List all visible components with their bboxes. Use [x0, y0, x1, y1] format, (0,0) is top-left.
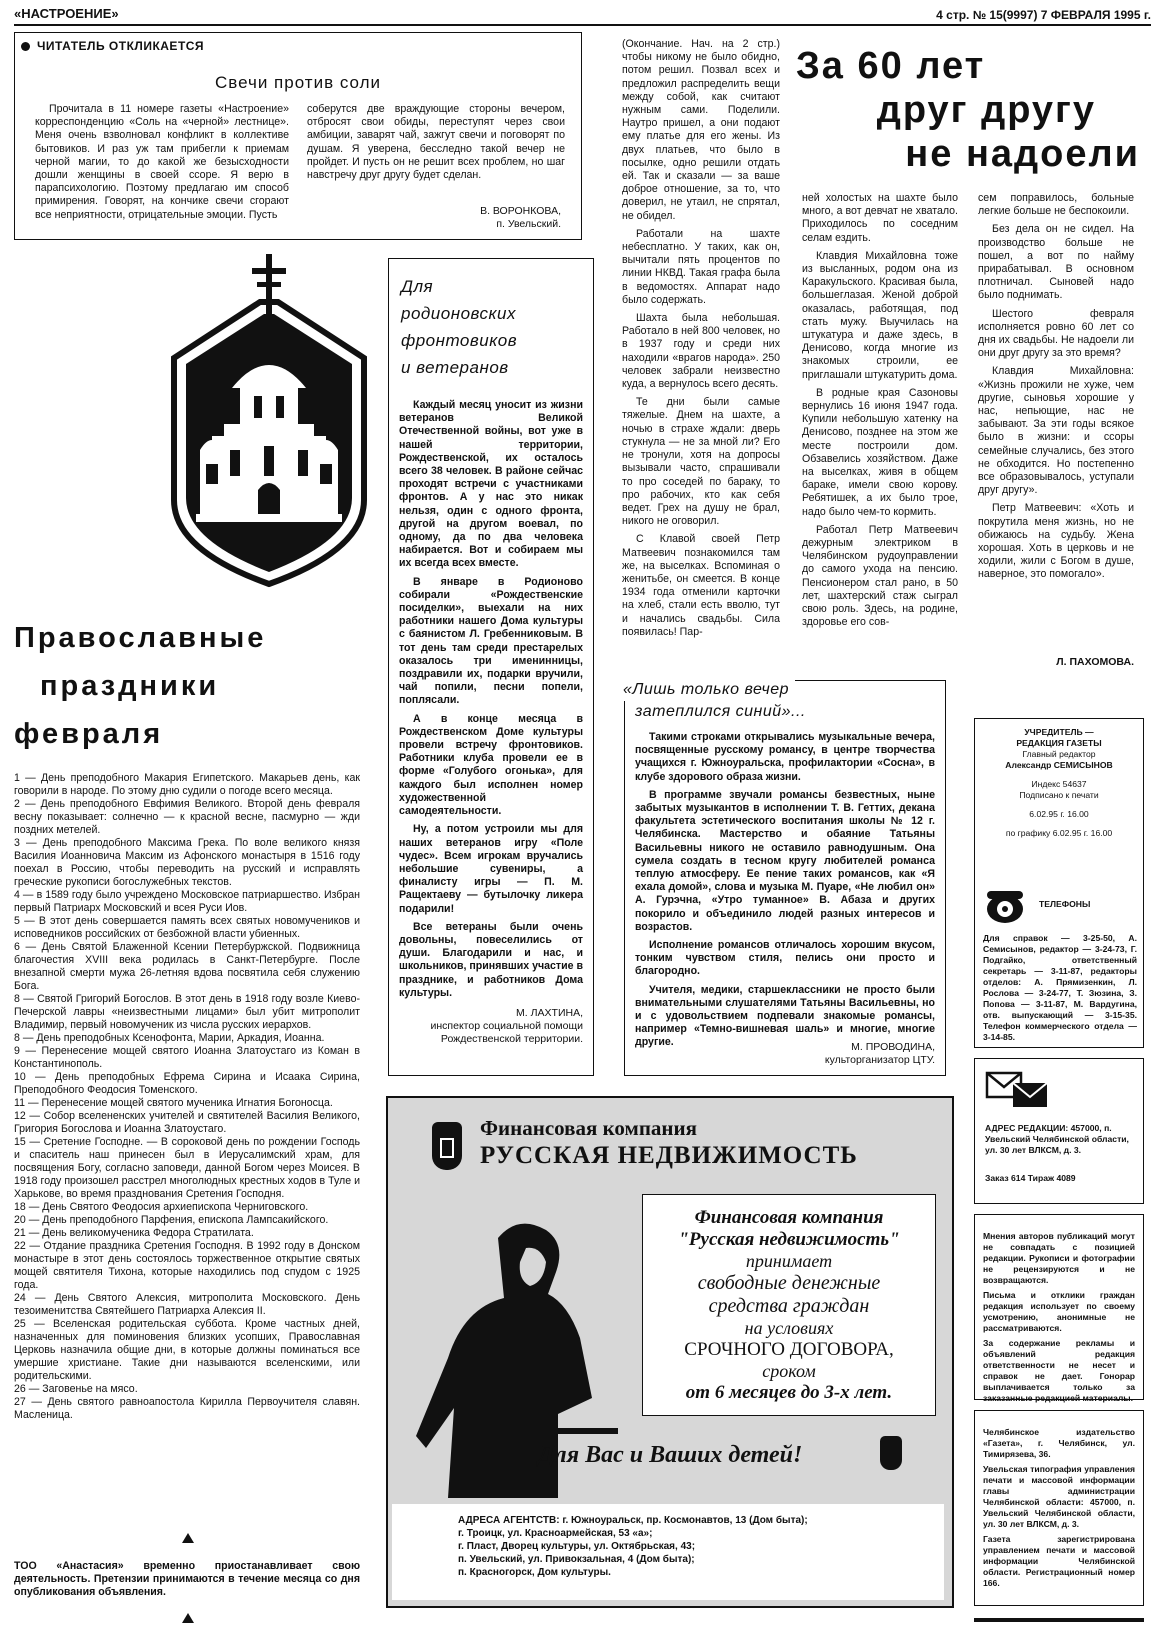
rubric-bullet-icon: [21, 42, 30, 51]
ad-offer-card: Финансовая компания "Русская недвижимость" принимает свободные денежные средства граждан на условиях СРОЧНОГО ДОГОВОРА, сроком от 6 месяцев до 3-х лет.: [642, 1194, 936, 1416]
veterans-signature: М. ЛАХТИНА, инспектор социальной помощи Рождественской территории.: [430, 1007, 583, 1045]
list-item: 20 — День преподобного Парфения, епископа Лампсакийского.: [14, 1214, 329, 1226]
list-item: 3 — День преподобного Максима Грека. По воле великого князя Василия Иоанновича Максим из Афонского монастыря в 1516 году поехал в Россию, чтобы переводить на русский и исправлять греческие рукописи богослужебных текстов.: [14, 837, 360, 888]
company-emblem-small-icon: [880, 1436, 902, 1470]
ad-company-line1: Финансовая компания: [480, 1116, 697, 1140]
triangle-separator-icon: [182, 1533, 194, 1543]
list-item: 21 — День великомученика Федора Стратилата.: [14, 1227, 254, 1239]
list-item: 15 — Сретение Господне. — В сороковой день по рождении Господь и спаситель наш принесен был в Иерусалимский храм, для посвящения Богу, согласно заповеди, данной Богом через Моисея. В 1918 году произошел расстрел многолюдных крестных ходов в Туле и Харькове, во время празднования Сретения Господня.: [14, 1136, 360, 1200]
reader-col2: соберутся две враждующие стороны вечером, отбросят свои обиды, переступят через свои амбиции, заварят чай, зажгут свечи и поговорят по душам. Я уверена, бесследно такой вечер не пройдет. И пусть он не решит всех проблем, но шаг навстречу друг другу будет сделан.: [307, 103, 565, 182]
issue-line: 4 стр. № 15(9997) 7 ФЕВРАЛЯ 1995 г.: [936, 8, 1151, 22]
bottom-right-rule: [974, 1618, 1144, 1622]
list-item: 10 — День преподобных Ефрема Сирина и Исаака Сирина, Преподобного Феодосия Томенского.: [14, 1071, 360, 1096]
disclaimer-box: Мнения авторов публикаций могут не совпадать с позицией редакции. Рукописи и фотографии не рецензируются и не возвращаются. Письма и отклики граждан редакция использует по своему усмотрению, анонимные не рассматриваются. За содержание рекламы и объявлений редакция ответственности не несет и справок не дает. Гонорар выплачивается только за заказанные редакцией материалы.: [974, 1214, 1144, 1400]
sixty-col2: ней холостых на шахте было много, а вот девчат не хватало. Приходилось по соседним селам ездить. Клавдия Михайловна тоже из высланных, родом она из Каракульского. Красивая была, большеглазая. Женой доброй оказалась, работящая, под стать мужу. Выучилась на штукатура и даже здесь, в Денисово, когда многие из знакомых строили, ее приглашали штукатурить дома. В родные края Сазоновы вернулись 16 июня 1947 года. Купили небольшую хатенку на Денисово, позднее на этом же месте построили дом. Обзавелись хозяйством. Даже на выселках, живя в общем бараке, имели свою корову. Ребятишек, а их было трое, надо было чем-то кормить. Работал Петр Матвеевич дежурным электриком в Челябинском рудоуправлении до самого ухода на пенсию. Пенсионером стал рано, в 50 лет, шахтерский стаж сыграл свою роль. Здесь, на родине, здоровье его сов-: [802, 192, 958, 629]
list-item: 25 — Вселенская родительская суббота. Кроме частных дней, назначенных для поминовения близких усопших, Православная Церковь назначила общие дни, в которые должны поминаться все умершие христиане. Такие дни называются вселенскими, или родительскими.: [14, 1318, 360, 1382]
address-box: АДРЕС РЕДАКЦИИ: 457000, п. Увельский Челябинской области, ул. 30 лет ВЛКСМ, д. 3. Заказ 614 Тираж 4089: [974, 1058, 1144, 1204]
sixty-title: За 60 лет друг другу не надоели: [796, 45, 1140, 175]
reader-letter-box: [14, 32, 582, 240]
evening-box: [624, 680, 946, 1076]
imprint-box: УЧРЕДИТЕЛЬ — РЕДАКЦИЯ ГАЗЕТЫ Главный редактор Александр СЕМИСЫНОВ Индекс 54637 Подписано к печати 6.02.95 г. 16.00 по графику 6.02.95 г. 16.00 ТЕЛЕФОНЫ Для справок — 3-25-50, А. Семисынов, редактор — 3-24-73, Г. Подгайко, ответственный секретарь — 3-11-87, редакторы отделов: А. Прямизенкин, Л. Рослова — 3-24-77, Т. Зюзина, З. Попова — 3-11-87, М. Вардугина, отв. выпускающий — 3-15-35. Телефон коммерческого отдела — 3-14-85.: [974, 718, 1144, 1048]
ad-slogan: Для Вас и Ваших детей!: [538, 1442, 803, 1468]
veterans-text: Каждый месяц уносит из жизни ветеранов Великой Отечественной войны, вот уже в нашей территории, Рождественской, их осталось всего 38 человек. В районе сейчас проходят встречи с участниками фронтов. А у нас это никак нельзя, один с одного фронта, другой на другом воевал, по одному, да по два человека набирается. Вот и собираем мы их всегда всех вместе. В январе в Родионово собирали «Рождественские посиделки», выехали на них работники нашего Дома культуры с баянистом Л. Гребенниковым. В тот день там среди престарелых оказалось три именинницы, поздравили их, подарки вручили, чай попили, песни попели, поплясали. А в конце месяца в Рождественском Доме культуры провели встречу фронтовиков. Работники клуба провели ее в форме «Голубого огонька», для каждого был исполнен номер художественной самодеятельности. Ну, а потом устроили мы для наших ветеранов игру «Поле чудес». Всем игрокам вручались небольшие сувениры, а финалисту игры — П. М. Ращектаеву — бутылочку ликера подарили! Все ветераны были очень довольны, повеселились от души. Благодарили и нас, и школьников, принявших участие в празднике, и работников Дома культуры.: [399, 399, 583, 999]
list-item: 8 — Святой Григорий Богослов. В этот день в 1918 году возле Киево-Печерской лавры «неизвестными лицами» был убит митрополит Владимир, первый новомученик из числа русских иерархов.: [14, 993, 360, 1031]
orthodox-title: Православные праздники февраля: [14, 622, 267, 750]
veterans-box: [388, 258, 594, 1076]
sixty-col3: сем поправилось, больные легкие больше не беспокоили. Без дела он не сидел. На производство больше не пошел, а вот по найму прирабатывал. В основном плотничал. Сыновей надо было поднимать. Шестого февраля исполняется ровно 60 лет со дня их свадьбы. Не надоели ли они друг другу за это время? Клавдия Михайловна: «Жизнь прожили не хуже, чем другие, сыновья хорошие у нас, непьющие, нас не забывают. За эти годы всякое было в жизни: и ссоры семейные случались, без этого не обходится. Но постепенно все образовывалось, уступали друг другу». Петр Матвеевич: «Хоть и покрутила меня жизнь, но не обижаюсь на судьбу. Жена хорошая. Хоть в церковь и не ходили, жили с Богом в душе, наверное, это помогало».: [978, 192, 1134, 581]
list-item: 4 — в 1589 году было учреждено Московское патриаршество. Избран первый Патриарх Московский и всея Руси Иов.: [14, 889, 360, 914]
triangle-separator-icon: [182, 1613, 194, 1623]
list-item: 22 — Отдание праздника Сретения Господня. В 1992 году в Донском монастыре в этот день состоялось торжественное открытие святых мощей святителя Тихона, которые находились под спудом с 1925 года.: [14, 1240, 360, 1291]
reader-title: Свечи против соли: [214, 73, 382, 92]
anastasia-notice: ТОО «Анастасия» временно приостанавливает свою деятельность. Претензии принимаются в течение месяца со дня опубликования объявления.: [14, 1560, 360, 1598]
sixty-signature: Л. ПАХОМОВА.: [1056, 656, 1134, 668]
orthodox-list: [14, 772, 360, 1422]
sixty-col1: (Окончание. Нач. на 2 стр.) чтобы никому не было обидно, потом решил. Позвал всех и предложил распределить вещи между собой, как считают нужным сами. Поделили. Наутро пришел, а они подают ему платье для его жены. Из двух платьев, что было в посылке, одно решили отдать ей. Так и сказали — за ваше доброе отношение, за то, что доверил, не утаил, не спрятал, не обидел. Работали на шахте небесплатно. У таких, как он, вычитали пять процентов по линии НКВД. Такая графа была в ведомостях. Аппарат надо было содержать. Шахта была небольшая. Работало в ней 800 человек, но в 1937 году и среди них находили «врагов народа». 250 человек забрали неизвестно куда, а вернулось всего десять. Те дни были самые тяжелые. Днем на шахте, а ночью в страхе ждали: дверь стукнула — не за мной ли? Его не тронули, хотя на допросы вызывали часто, спрашивали то про соседей по бараку, то про рабочих, кто как себя ведет. Грех на душу не брал, никого не оговорил. С Клавой своей Петр Матвеевич познакомился там же, на выселках. Вспоминая о женитьбе, он смеется. В конце 1934 года отменили карточки на хлеб, стали есть вволю, тут и начались свадьбы. Сила появилась! Пар-: [622, 38, 780, 638]
evening-text: Такими строками открывались музыкальные вечера, посвященные русскому романсу, в центре творчества учащихся г. Южноуральска, профилактории «Сосна», в клубе здорового образа жизни. В программе звучали романсы безвестных, ныне забытых музыкантов в исполнении Т. В. Геттих, декана факультета эстетического воспитания школы № 12 г. Челябинска. Мастерство и обаяние Татьяны Васильевны никого не оставило равнодушным. Она сумела создать в тесном кругу любителей романса теплую атмосферу. Ее пение таких романсов, как «Я ехала домой», слова и музыка М. Пуаре, «Не любил он» А. Гурэчна, «Утро туманное» В. Абаза и других покорило и объединило людей разных интересов и возрастов. Исполнение романсов отличалось хорошим вкусом, тонким чувством стиля, пелись они просто и благородно. Учителя, медики, старшеклассники не просто были внимательными слушателями Татьяны Васильевны, но и с удовольствием подпевали знакомые романсы, например «Темно-вишневая шаль» и многие, многие другие.: [635, 731, 935, 1049]
advertisement: [386, 1096, 954, 1608]
list-item: 2 — День преподобного Евфимия Великого. Второй день февраля весну показывает: солнечно — к красной весне, пасмурно — жди поздних метелей.: [14, 798, 360, 836]
list-item: 8 — День преподобных Ксенофонта, Марии, Аркадия, Иоанна.: [14, 1032, 325, 1044]
evening-title: «Лишь только вечер затеплился синий»...: [623, 681, 806, 720]
printer-box: Челябинское издательство «Газета», г. Челябинск, ул. Тимирязева, 36. Увельская типография управления печати и массовой информации главы администрации Челябинской области: 457000, п. Увельский Челябинской области, ул. 30 лет ВЛКСМ, д. 3. Газета зарегистрирована управлением печати и массовой информации Челябинской области. Регистрационный номер 166.: [974, 1410, 1144, 1606]
list-item: 1 — День преподобного Макария Египетского. Макарьев день, как говорили в народе. По этому дню судили о погоде всего месяца.: [14, 772, 360, 797]
header-rule: [14, 24, 1151, 26]
ad-company-line2: РУССКАЯ НЕДВИЖИМОСТЬ: [480, 1142, 858, 1169]
reader-col1: Прочитала в 11 номере газеты «Настроение» корреспонденцию «Соль на «черной» лестнице». Меня очень взволновал конфликт в коллективе бытовиков. И раз уж там прибегли к приемам черной магии, то до какой же безысходности дошли женщины в своей ссоре. Я верю в парапсихологию. Поэтому предлагаю им способ примирения. Говорят, на кончике свечи сгорают все неприятности, отрицательные эмоции. Пусть: [35, 103, 289, 221]
church-emblem-icon: [160, 250, 378, 590]
veterans-title: Для родионовских фронтовиков и ветеранов: [401, 277, 518, 377]
list-item: 18 — День Святого Феодосия архиепископа Черниговского.: [14, 1201, 309, 1213]
telephone-icon: [983, 885, 1027, 925]
list-item: 5 — В этот день совершается память всех святых новомучеников и исповедников российских от безбожной власти убиенных.: [14, 915, 360, 940]
list-item: 9 — Перенесение мощей святого Иоанна Златоустаго из Коман в Константинополь.: [14, 1045, 360, 1070]
evening-signature: М. ПРОВОДИНА, культорганизатор ЦТУ.: [824, 1041, 935, 1066]
company-emblem-icon: [432, 1122, 462, 1170]
reader-rubric: ЧИТАТЕЛЬ ОТКЛИКАЕТСЯ: [37, 39, 205, 53]
list-item: 6 — День Святой Блаженной Ксении Петербуржской. Подвижница благочестия XVIII века родилась в Санкт-Петербурге. После внезапной смерти мужа 26-летняя вдова посвятила себя служению Бога.: [14, 941, 360, 992]
list-item: 26 — Заговенье на мясо.: [14, 1383, 138, 1395]
ad-addresses: АДРЕСА АГЕНТСТВ: г. Южноуральск, пр. Космонавтов, 13 (Дом быта); г. Троицк, ул. Красноармейская, 53 «а»; г. Пласт, Дворец культуры, ул. Октябрьская, 43; п. Увельский, ул. Привокзальная, 4 (Дом быта); п. Красногорск, Дом культуры.: [392, 1504, 944, 1600]
list-item: 12 — Собор вселененских учителей и святителей Василия Великого, Григория Богослова и Иоанна Златоустаго.: [14, 1110, 360, 1135]
reader-signature: В. ВОРОНКОВА, п. Увельский.: [480, 205, 561, 230]
masthead: «НАСТРОЕНИЕ»: [14, 6, 119, 21]
envelopes-icon: [985, 1069, 1051, 1111]
list-item: 24 — День Святого Алексия, митрополита Московского. День тезоименитства Святейшего Патриарха Алексия II.: [14, 1292, 360, 1317]
list-item: 11 — Перенесение мощей святого мученика Игнатия Богоносца.: [14, 1097, 333, 1109]
list-item: 27 — День святого равноапостола Кирилла Первоучителя славян. Масленица.: [14, 1396, 360, 1421]
